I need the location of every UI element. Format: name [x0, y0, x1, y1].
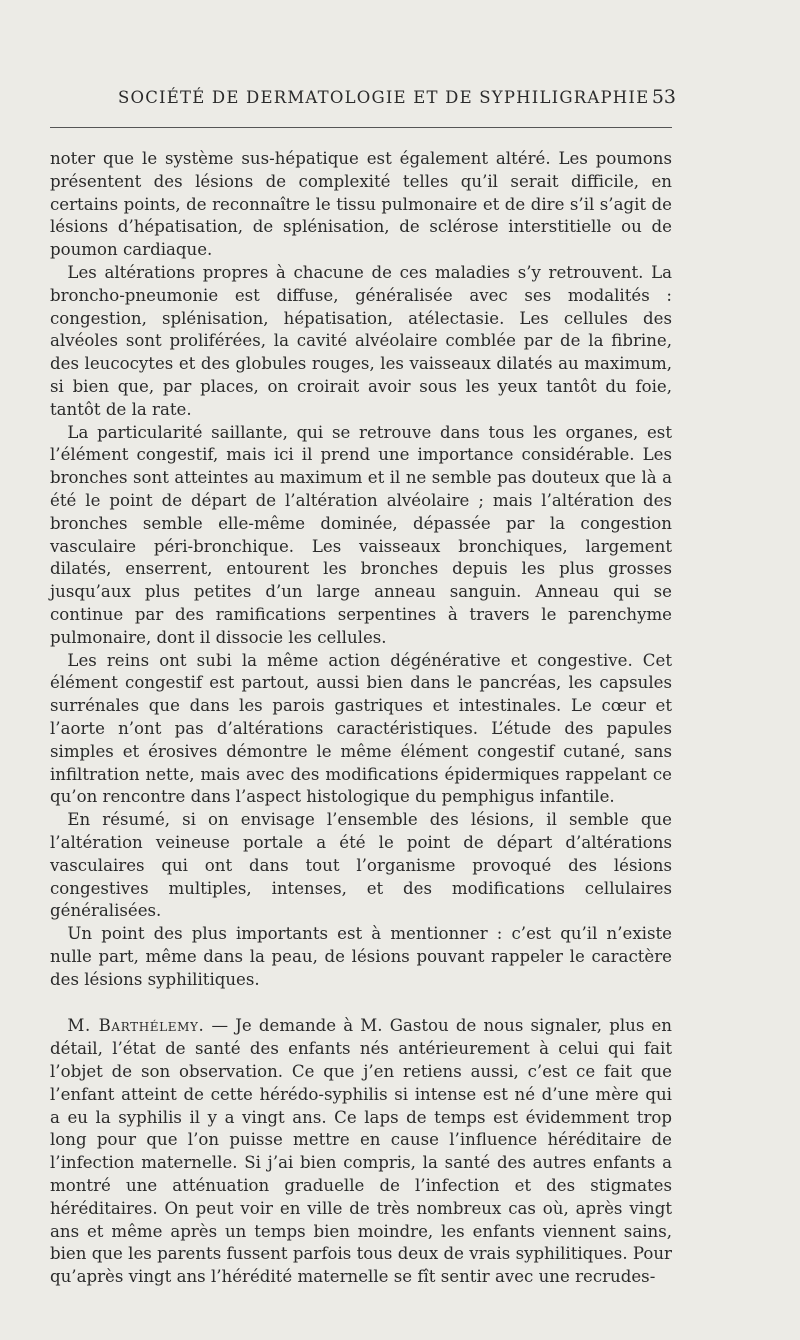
- discussion-text: — Je demande à M. Gastou de nous signaler, plus en détail, l’état de santé des enfants nés antérieurement à celui qui fait l’objet de son observation. Ce que j’en retiens aussi, c’est ce fait que l’enfant atteint de cette hérédo-syphilis si intense est né d’une mère qui a eu la syphilis il y a vingt ans. Ce laps de temps est évidemment trop long pour que l’on puisse mettre en cause l’influence héréditaire de l’infection maternelle. Si j’ai bien compris, la santé des autres enfants a montré une atténuation graduelle de l’infection et des stigmates héréditaires. On peut voir en ville de très nombreux cas où, après vingt ans et même après un temps bien moindre, les enfants viennent sains, bien que les parents fussent parfois tous deux de vrais syphilitiques. Pour qu’après vingt ans l’hérédité maternelle se fît sentir avec une recrudes-: [50, 1016, 672, 1287]
- discussion-paragraph: [50, 1015, 672, 1289]
- paragraph-continuation: noter que le système sus-hépatique est également altéré. Les poumons présentent des lésions de complexité telles qu’il serait difficile, en certains points, de reconnaître le tissu pulmonaire et de dire s’il s’agit de lésions d’hépatisation, de splénisation, de sclérose interstitielle ou de poumon cardiaque.: [50, 149, 672, 260]
- paragraph-congestion: La particularité saillante, qui se retrouve dans tous les organes, est l’élément congestif, mais ici il prend une importance considérable. Les bronches sont atteintes au maximum et il ne semble pas douteux que là a été le point de départ de l’altération alvéolaire ; mais l’altération des bronches semble elle-même dominée, dépassée par la congestion vasculaire péri-bronchique. Les vaisseaux bronchiques, largement dilatés, enserrent, entourent les bronches depuis les plus grosses jusqu’aux plus petites d’un large anneau sanguin. Anneau qui se continue par des ramifications serpentines à travers le parenchyme pulmonaire, dont il dissocie les cellules.: [50, 422, 672, 647]
- header-rule: [50, 127, 672, 128]
- running-head: [118, 88, 678, 118]
- paragraph-alterations: Les altérations propres à chacune de ces maladies s’y retrouvent. La broncho-pneumonie est diffuse, généralisée avec ses modalités : congestion, splénisation, hépatisation, atélectasie. Les cellules des alvéoles sont proliférées, la cavité alvéolaire comblée par de la fibrine, des leucocytes et des globules rouges, les vaisseaux dilatés au maximum, si bien que, par places, on croirait avoir sous les yeux tantôt du foie, tantôt de la rate.: [50, 262, 672, 419]
- paragraph-resume: En résumé, si on envisage l’ensemble des lésions, il semble que l’altération veineuse portale a été le point de départ d’altérations vasculaires qui ont dans tout l’organisme provoqué des lésions congestives multiples, intenses, et des modifications cellulaires généralisées.: [50, 810, 672, 921]
- paragraph-reins: Les reins ont subi la même action dégénérative et congestive. Cet élément congestif est partout, aussi bien dans le pancréas, les capsules surrénales que dans les parois gastriques et intestinales. Le cœur et l’aorte n’ont pas d’altérations caractéristiques. L’étude des papules simples et érosives démontre le même élément congestif cutané, sans infiltration nette, mais avec des modifications épidermiques rappelant ce qu’on rencontre dans l’aspect histologique du pemphigus infantile.: [50, 650, 672, 807]
- running-title: SOCIÉTÉ DE DERMATOLOGIE ET DE SYPHILIGRAPHIE: [118, 88, 650, 107]
- page-number: 53: [651, 86, 676, 108]
- speaker-name: M. Barthélemy.: [67, 1016, 205, 1036]
- body-text: [50, 148, 672, 1289]
- paragraph-point-important: Un point des plus importants est à mentionner : c’est qu’il n’existe nulle part, même dans la peau, de lésions pouvant rappeler le caractère des lésions syphilitiques.: [50, 924, 672, 989]
